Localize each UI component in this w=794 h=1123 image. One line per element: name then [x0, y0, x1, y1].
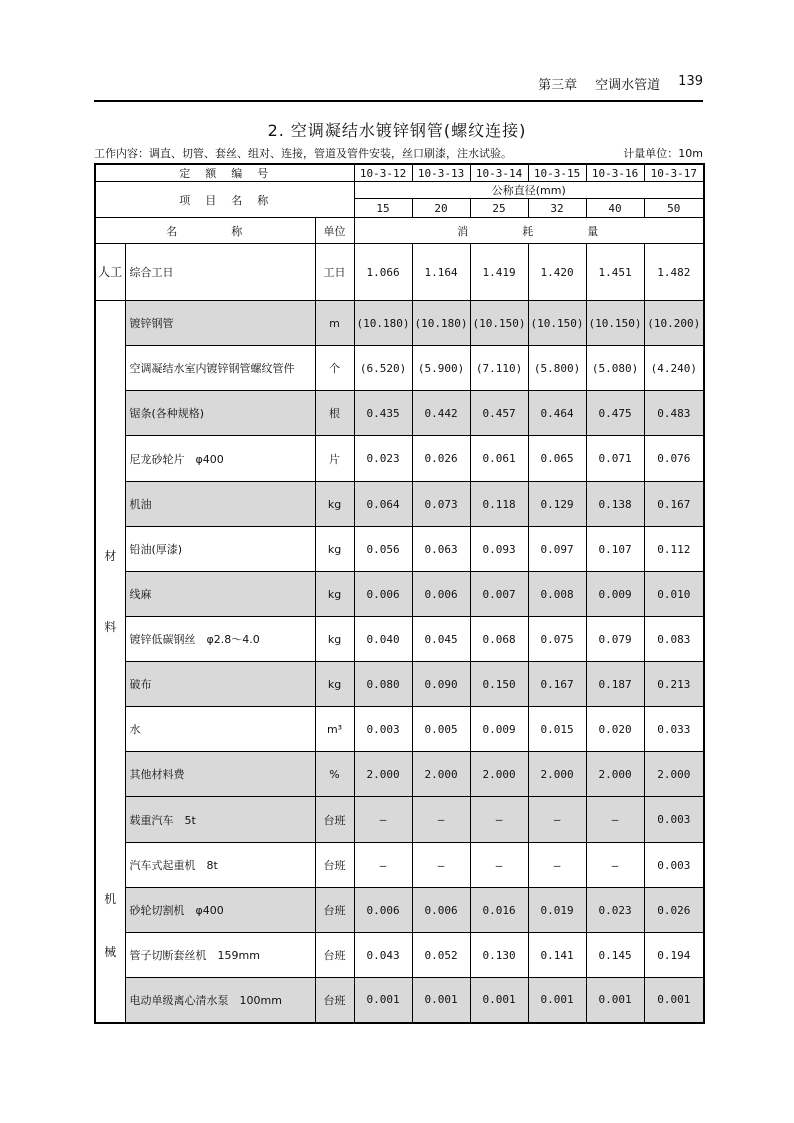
labor-item-name: 综合工日	[125, 244, 315, 301]
materials-row	[95, 391, 704, 436]
diameter-value: 40	[586, 199, 644, 218]
materials-item-unit: 个	[315, 346, 354, 391]
machines-item-value: 0.019	[528, 888, 586, 933]
machines-row	[95, 978, 704, 1023]
machines-item-unit: 台班	[315, 797, 354, 843]
materials-item-value: 0.083	[644, 617, 704, 662]
chapter-title: 空调水管道	[595, 78, 661, 93]
consumption-header: 消 耗 量	[354, 218, 704, 244]
machines-row	[95, 843, 704, 888]
materials-item-value: 2.000	[412, 752, 470, 797]
materials-item-value: 0.483	[644, 391, 704, 436]
machines-item-value: —	[528, 797, 586, 843]
materials-item-value: (4.240)	[644, 346, 704, 391]
labor-item-unit: 工日	[315, 244, 354, 301]
materials-item-value: (6.520)	[354, 346, 412, 391]
category-material-1: 材	[95, 301, 125, 572]
materials-item-unit: m	[315, 301, 354, 346]
machines-item-unit: 台班	[315, 843, 354, 888]
materials-item-name: 镀锌低碳钢丝 φ2.8～4.0	[125, 617, 315, 662]
materials-item-name: 尼龙砂轮片 φ400	[125, 436, 315, 482]
materials-item-value: 0.061	[470, 436, 528, 482]
labor-item-value: 1.164	[412, 244, 470, 301]
materials-item-value: 2.000	[470, 752, 528, 797]
materials-item-value: 0.075	[528, 617, 586, 662]
machines-item-value: 0.006	[354, 888, 412, 933]
materials-item-name: 其他材料费	[125, 752, 315, 797]
materials-item-value: 2.000	[644, 752, 704, 797]
machines-item-value: —	[586, 843, 644, 888]
materials-item-value: 0.071	[586, 436, 644, 482]
materials-item-value: (10.150)	[586, 301, 644, 346]
machines-item-value: —	[470, 843, 528, 888]
materials-item-value: (5.080)	[586, 346, 644, 391]
materials-item-value: 0.435	[354, 391, 412, 436]
materials-item-value: 0.090	[412, 662, 470, 707]
machines-item-value: 0.194	[644, 933, 704, 978]
materials-item-value: (10.180)	[412, 301, 470, 346]
section-title: 2. 空调凝结水镀锌钢管(螺纹连接)	[267, 121, 527, 140]
quota-code: 10-3-14	[470, 164, 528, 182]
materials-item-name: 镀锌钢管	[125, 301, 315, 346]
diameter-value: 32	[528, 199, 586, 218]
labor-row	[95, 244, 704, 301]
materials-item-value: 2.000	[528, 752, 586, 797]
materials-row	[95, 707, 704, 752]
machines-item-value: —	[470, 797, 528, 843]
running-header	[94, 70, 703, 102]
machines-row	[95, 797, 704, 843]
machines-item-name: 电动单级离心清水泵 100mm	[125, 978, 315, 1023]
machines-item-unit: 台班	[315, 933, 354, 978]
work-content: 工作内容：调直、切管、套丝、组对、连接，管道及管件安装，丝口刷漆，注水试验。	[94, 147, 512, 160]
quota-code-label: 定 额 编 号	[95, 164, 354, 182]
materials-item-value: (10.200)	[644, 301, 704, 346]
machines-item-value: 0.141	[528, 933, 586, 978]
diameter-label: 公称直径(mm)	[354, 182, 704, 199]
materials-item-unit: 片	[315, 436, 354, 482]
machines-item-value: 0.001	[528, 978, 586, 1023]
machines-item-value: 0.003	[644, 843, 704, 888]
materials-item-value: 0.442	[412, 391, 470, 436]
materials-row	[95, 662, 704, 707]
quota-table	[94, 163, 705, 1024]
machines-item-value: 0.003	[644, 797, 704, 843]
materials-item-unit: 根	[315, 391, 354, 436]
diameter-value: 25	[470, 199, 528, 218]
machines-item-value: 0.130	[470, 933, 528, 978]
materials-item-unit: kg	[315, 617, 354, 662]
materials-item-unit: kg	[315, 482, 354, 527]
materials-item-value: 0.020	[586, 707, 644, 752]
category-machine-2: 械	[95, 933, 125, 1023]
quota-code: 10-3-13	[412, 164, 470, 182]
materials-item-value: 0.073	[412, 482, 470, 527]
materials-item-name: 锯条(各种规格)	[125, 391, 315, 436]
machines-item-value: —	[528, 843, 586, 888]
name-column-header: 名 称	[95, 218, 315, 244]
work-content-line	[94, 145, 703, 161]
unit-column-header: 单位	[315, 218, 354, 244]
quota-code: 10-3-15	[528, 164, 586, 182]
materials-item-value: 2.000	[586, 752, 644, 797]
quota-code-row	[95, 164, 704, 182]
materials-item-value: 0.033	[644, 707, 704, 752]
column-header-row	[95, 218, 704, 244]
materials-row	[95, 436, 704, 482]
materials-item-value: 0.045	[412, 617, 470, 662]
materials-row	[95, 572, 704, 617]
materials-item-value: 0.009	[586, 572, 644, 617]
materials-row	[95, 617, 704, 662]
diameter-value: 15	[354, 199, 412, 218]
materials-item-name: 铅油(厚漆)	[125, 527, 315, 572]
category-material-2: 料	[95, 572, 125, 797]
machines-item-unit: 台班	[315, 978, 354, 1023]
machines-item-name: 汽车式起重机 8t	[125, 843, 315, 888]
materials-item-value: 0.097	[528, 527, 586, 572]
machines-row	[95, 888, 704, 933]
machines-item-value: 0.001	[412, 978, 470, 1023]
materials-item-value: 0.138	[586, 482, 644, 527]
materials-item-value: 0.015	[528, 707, 586, 752]
machines-item-value: —	[354, 797, 412, 843]
materials-item-name: 破布	[125, 662, 315, 707]
materials-item-value: 0.003	[354, 707, 412, 752]
materials-item-value: 0.010	[644, 572, 704, 617]
machines-item-value: 0.001	[354, 978, 412, 1023]
item-name-label: 项 目 名 称	[95, 182, 354, 218]
machines-row	[95, 933, 704, 978]
materials-item-value: 0.009	[470, 707, 528, 752]
materials-item-value: 0.187	[586, 662, 644, 707]
materials-item-name: 机油	[125, 482, 315, 527]
materials-item-value: 0.076	[644, 436, 704, 482]
diameter-label-row	[95, 182, 704, 199]
materials-item-value: 0.167	[528, 662, 586, 707]
materials-item-name: 线麻	[125, 572, 315, 617]
materials-item-value: 0.008	[528, 572, 586, 617]
machines-item-value: 0.043	[354, 933, 412, 978]
materials-item-unit: %	[315, 752, 354, 797]
materials-item-value: (7.110)	[470, 346, 528, 391]
materials-item-value: 0.006	[354, 572, 412, 617]
labor-item-value: 1.451	[586, 244, 644, 301]
materials-item-value: 0.475	[586, 391, 644, 436]
diameter-value: 50	[644, 199, 704, 218]
materials-item-unit: kg	[315, 527, 354, 572]
quota-code: 10-3-16	[586, 164, 644, 182]
materials-item-value: 0.093	[470, 527, 528, 572]
machines-item-value: 0.026	[644, 888, 704, 933]
labor-item-value: 1.419	[470, 244, 528, 301]
page-number: 139	[678, 74, 703, 89]
materials-item-value: 0.068	[470, 617, 528, 662]
machines-item-value: 0.001	[586, 978, 644, 1023]
materials-item-value: 0.056	[354, 527, 412, 572]
machines-item-value: 0.052	[412, 933, 470, 978]
materials-item-value: 0.079	[586, 617, 644, 662]
materials-item-value: 0.150	[470, 662, 528, 707]
machines-item-value: 0.145	[586, 933, 644, 978]
quota-code: 10-3-12	[354, 164, 412, 182]
machines-item-value: 0.001	[644, 978, 704, 1023]
labor-item-value: 1.420	[528, 244, 586, 301]
materials-item-value: 0.006	[412, 572, 470, 617]
unit-note: 计量单位：10m	[623, 147, 703, 160]
materials-item-value: 0.064	[354, 482, 412, 527]
machines-item-name: 载重汽车 5t	[125, 797, 315, 843]
materials-item-unit: m³	[315, 707, 354, 752]
materials-item-unit: kg	[315, 662, 354, 707]
materials-row	[95, 527, 704, 572]
materials-item-value: 0.167	[644, 482, 704, 527]
materials-item-value: 0.457	[470, 391, 528, 436]
materials-item-value: 0.063	[412, 527, 470, 572]
materials-row	[95, 346, 704, 391]
materials-item-value: 0.464	[528, 391, 586, 436]
machines-item-value: 0.006	[412, 888, 470, 933]
materials-item-value: 0.080	[354, 662, 412, 707]
machines-item-value: —	[412, 797, 470, 843]
materials-item-value: 0.129	[528, 482, 586, 527]
materials-item-value: (10.150)	[528, 301, 586, 346]
materials-item-name: 水	[125, 707, 315, 752]
materials-row	[95, 301, 704, 346]
category-machine-1: 机	[95, 797, 125, 933]
machines-item-value: 0.016	[470, 888, 528, 933]
materials-row	[95, 752, 704, 797]
materials-item-value: (10.150)	[470, 301, 528, 346]
materials-item-value: 0.040	[354, 617, 412, 662]
machines-item-value: 0.023	[586, 888, 644, 933]
materials-item-value: (10.180)	[354, 301, 412, 346]
diameter-value: 20	[412, 199, 470, 218]
labor-item-value: 1.482	[644, 244, 704, 301]
materials-item-value: 0.026	[412, 436, 470, 482]
materials-item-unit: kg	[315, 572, 354, 617]
materials-item-value: 2.000	[354, 752, 412, 797]
materials-item-value: 0.107	[586, 527, 644, 572]
machines-item-value: —	[354, 843, 412, 888]
chapter-label: 第三章	[538, 78, 578, 93]
machines-item-unit: 台班	[315, 888, 354, 933]
materials-item-value: 0.118	[470, 482, 528, 527]
materials-row	[95, 482, 704, 527]
materials-item-name: 空调凝结水室内镀锌钢管螺纹管件	[125, 346, 315, 391]
materials-item-value: 0.007	[470, 572, 528, 617]
materials-item-value: 0.213	[644, 662, 704, 707]
materials-item-value: 0.065	[528, 436, 586, 482]
machines-item-value: —	[586, 797, 644, 843]
labor-item-value: 1.066	[354, 244, 412, 301]
materials-item-value: 0.112	[644, 527, 704, 572]
materials-item-value: 0.005	[412, 707, 470, 752]
materials-item-value: (5.800)	[528, 346, 586, 391]
materials-item-value: 0.023	[354, 436, 412, 482]
machines-item-name: 管子切断套丝机 159mm	[125, 933, 315, 978]
machines-item-value: —	[412, 843, 470, 888]
quota-code: 10-3-17	[644, 164, 704, 182]
machines-item-name: 砂轮切割机 φ400	[125, 888, 315, 933]
materials-item-value: (5.900)	[412, 346, 470, 391]
machines-item-value: 0.001	[470, 978, 528, 1023]
category-labor: 人工	[95, 244, 125, 301]
